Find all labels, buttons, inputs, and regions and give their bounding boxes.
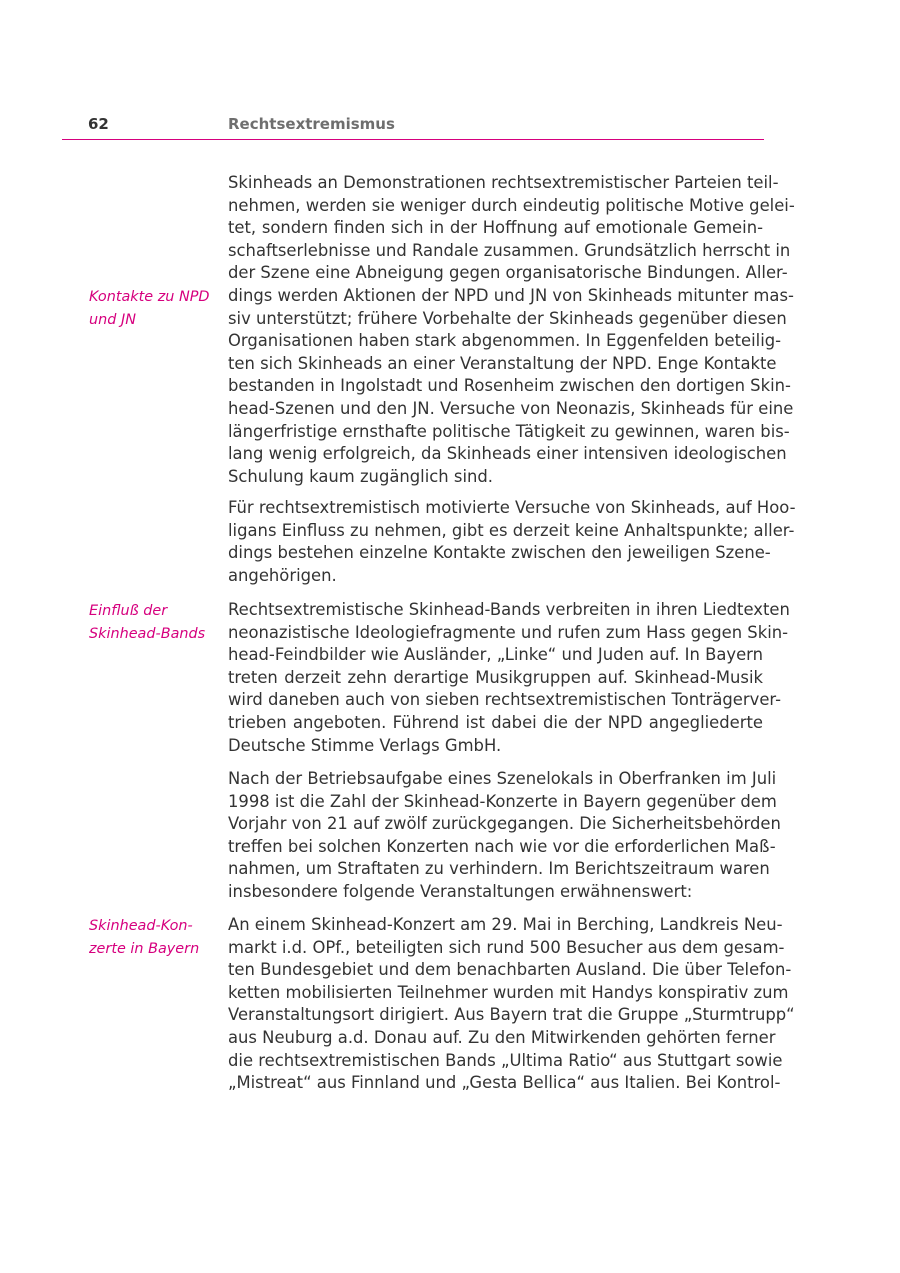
text-line: die rechtsextremistischen Bands „Ultima Ratio“ aus Stuttgart sowie — [228, 1050, 783, 1070]
text-line: An einem Skinhead-Konzert am 29. Mai in Berching, Landkreis Neu- — [228, 915, 783, 934]
paragraph-hooligans — [228, 497, 796, 587]
text-line: head-Feindbilder wie Ausländer, „Linke“ und Juden auf. In Bayern — [228, 645, 763, 665]
text-line: Nach der Betriebsaufgabe eines Szenelokals in Oberfranken im Juli — [228, 769, 777, 788]
text-line: ten sich Skinheads an einer Veranstaltung der NPD. Enge Kontakte — [228, 353, 777, 373]
text-line: nehmen, werden sie weniger durch eindeutig politische Motive gelei- — [228, 195, 795, 215]
text-line: neonazistische Ideologiefragmente und rufen zum Hass gegen Skin- — [228, 622, 789, 642]
text-line: ten Bundesgebiet und dem benachbarten Ausland. Die über Telefon- — [228, 960, 792, 980]
text-line: angehörigen. — [228, 565, 337, 585]
text-line: head-Szenen und den JN. Versuche von Neonazis, Skinheads für eine — [228, 398, 794, 418]
paragraph-bands — [228, 599, 790, 757]
marginal-note-line: und JN — [89, 311, 136, 328]
text-line: tet, sondern finden sich in der Hoffnung auf emotionale Gemein- — [228, 218, 763, 238]
marginal-note-einfluss — [89, 600, 219, 645]
page-number: 62 — [88, 115, 109, 133]
paragraph-konzerte-zahl — [228, 768, 781, 904]
text-line: ketten mobilisierten Teilnehmer wurden mit Handys konspirativ zum — [228, 982, 789, 1002]
text-line: dings werden Aktionen der NPD und JN von Skinheads mitunter mas- — [228, 285, 794, 305]
text-line: aus Neuburg a.d. Donau auf. Zu den Mitwirkenden gehörten ferner — [228, 1027, 776, 1047]
text-line: Rechtsextremistische Skinhead-Bands verbreiten in ihren Liedtexten — [228, 600, 790, 619]
text-line: treten derzeit zehn derartige Musikgruppen auf. Skinhead-Musik — [228, 667, 763, 687]
marginal-note-konzerte — [89, 915, 219, 960]
text-line: dings bestehen einzelne Kontakte zwischen den jeweiligen Szene- — [228, 543, 771, 563]
text-line: markt i.d. OPf., beteiligten sich rund 500 Besucher aus dem gesam- — [228, 937, 785, 957]
text-line: Deutsche Stimme Verlags GmbH. — [228, 735, 502, 755]
text-line: Schulung kaum zugänglich sind. — [228, 466, 493, 486]
text-line: längerfristige ernsthafte politische Tätigkeit zu gewinnen, waren bis- — [228, 421, 790, 441]
running-title: Rechtsextremismus — [228, 115, 395, 133]
text-line: wird daneben auch von sieben rechtsextremistischen Tonträgerver- — [228, 690, 782, 710]
marginal-note-line: Skinhead-Kon- — [89, 918, 193, 934]
text-line: „Mistreat“ aus Finnland und „Gesta Bellica“ aus Italien. Bei Kontrol- — [228, 1073, 781, 1093]
text-line: trieben angeboten. Führend ist dabei die der NPD angegliederte — [228, 712, 763, 732]
text-line: Organisationen haben stark abgenommen. In Eggenfelden beteilig- — [228, 331, 782, 351]
marginal-note-line: zerte in Bayern — [89, 940, 200, 957]
text-line: lang wenig erfolgreich, da Skinheads einer intensiven ideologischen — [228, 444, 787, 464]
marginal-note-kontakte — [89, 286, 219, 331]
text-line: bestanden in Ingolstadt und Rosenheim zwischen den dortigen Skin- — [228, 376, 791, 396]
text-line: 1998 ist die Zahl der Skinhead-Konzerte in Bayern gegenüber dem — [228, 791, 777, 811]
text-line: Für rechtsextremistisch motivierte Versuche von Skinheads, auf Hoo- — [228, 498, 796, 517]
text-line: Vorjahr von 21 auf zwölf zurückgegangen. Die Sicherheitsbehörden — [228, 814, 781, 834]
paragraph-kontakte — [228, 172, 795, 488]
text-line: Skinheads an Demonstrationen rechtsextremistischer Parteien teil- — [228, 173, 779, 192]
text-line: insbesondere folgende Veranstaltungen erwähnenswert: — [228, 881, 693, 901]
paragraph-berching — [228, 914, 795, 1095]
text-line: treffen bei solchen Konzerten nach wie vor die erforderlichen Maß- — [228, 836, 776, 856]
text-line: siv unterstützt; frühere Vorbehalte der Skinheads gegenüber diesen — [228, 308, 787, 328]
marginal-note-line: Skinhead-Bands — [89, 625, 206, 642]
text-line: Veranstaltungsort dirigiert. Aus Bayern trat die Gruppe „Sturmtrupp“ — [228, 1005, 795, 1025]
text-line: nahmen, um Straftaten zu verhindern. Im Berichtszeitraum waren — [228, 859, 770, 879]
page-header — [62, 112, 764, 140]
text-line: ligans Einfluss zu nehmen, gibt es derzeit keine Anhaltspunkte; aller- — [228, 520, 795, 540]
text-line: der Szene eine Abneigung gegen organisatorische Bindungen. Aller- — [228, 263, 788, 283]
text-line: schaftserlebnisse und Randale zusammen. Grundsätzlich herrscht in — [228, 240, 791, 260]
marginal-note-line: Einfluß der — [89, 603, 168, 619]
marginal-note-line: Kontakte zu NPD — [89, 289, 210, 305]
